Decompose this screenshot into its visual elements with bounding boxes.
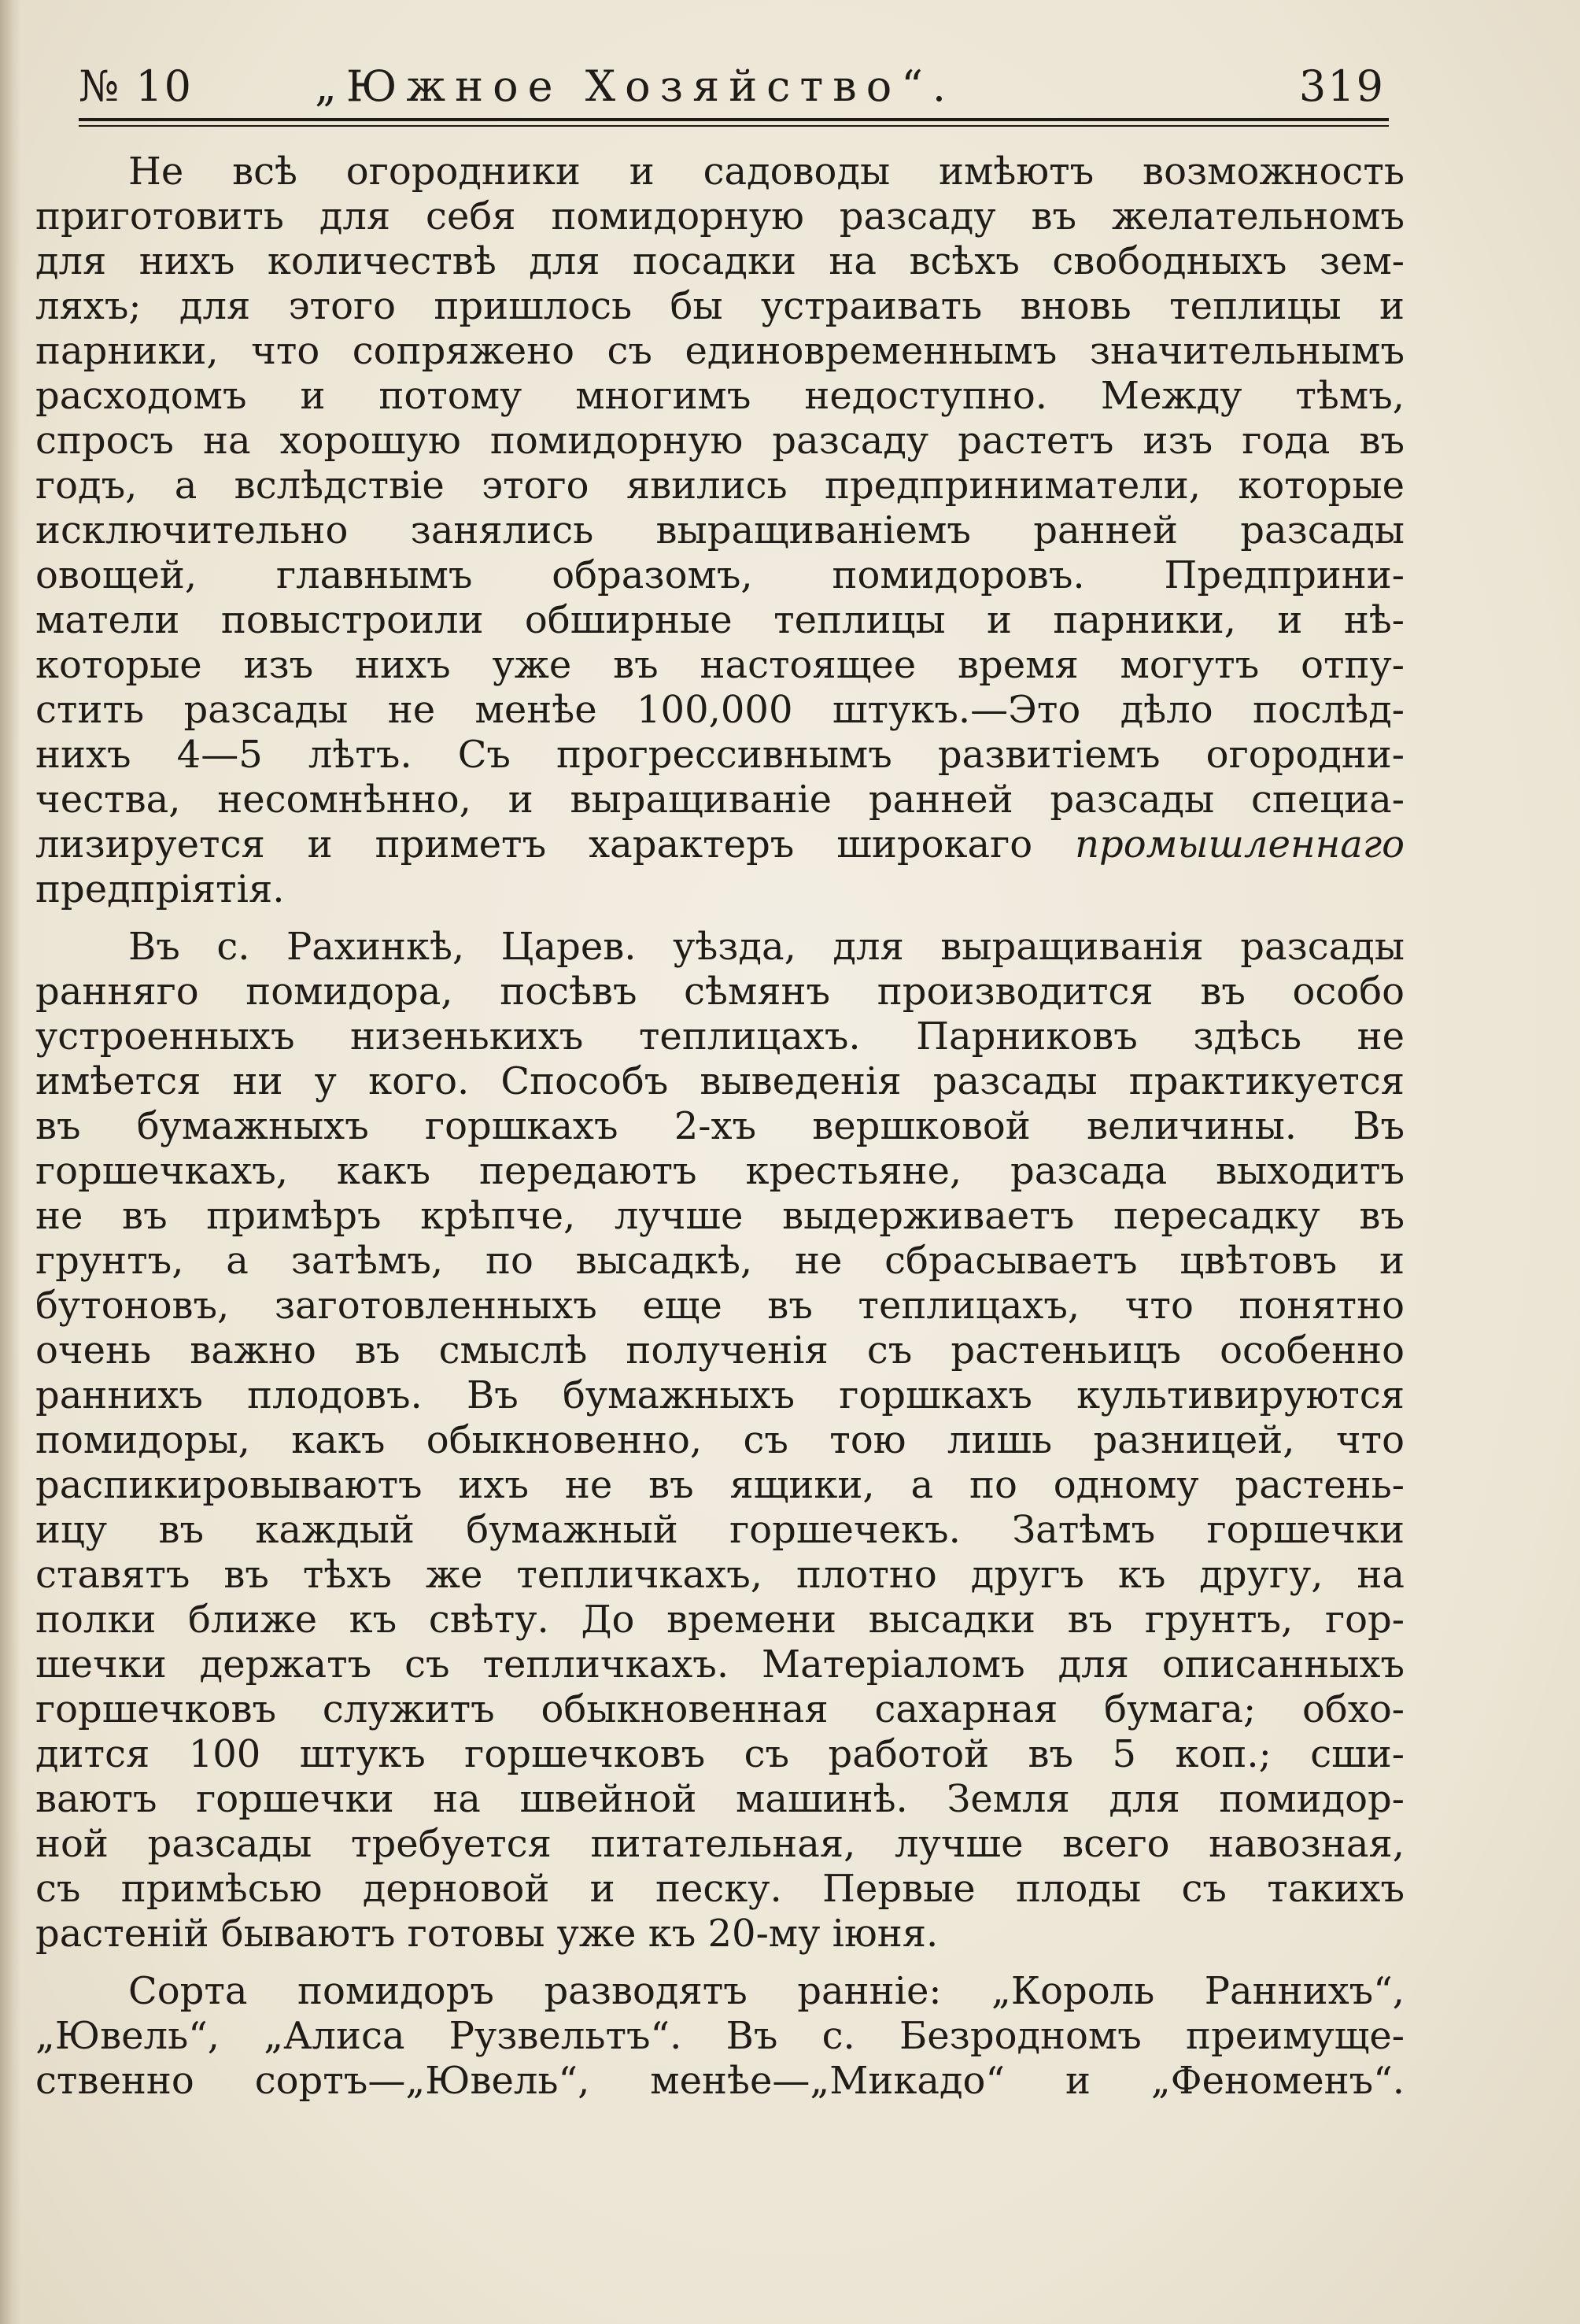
- text-line: стить разсады не менѣе 100,000 штукъ.—Это дѣло послѣд-: [35, 688, 1405, 732]
- text-line: горшечковъ служитъ обыкновенная сахарная бумага; обхо-: [35, 1687, 1405, 1731]
- text-line: приготовить для себя помидорную разсаду въ желательномъ: [35, 194, 1405, 238]
- text-line: не въ примѣръ крѣпче, лучше выдерживаетъ пересадку въ: [35, 1194, 1405, 1238]
- header-rule-thick: [79, 118, 1389, 121]
- page-number: 319: [1298, 61, 1385, 111]
- text-line: для нихъ количествѣ для посадки на всѣхъ свободныхъ зем-: [35, 239, 1405, 283]
- text-line: ранняго помидора, посѣвъ сѣмянъ производится въ особо: [35, 970, 1405, 1014]
- text-line: Сорта помидоръ разводятъ ранніе: „Король Раннихъ“,: [128, 1969, 1405, 2013]
- text-line: ставятъ въ тѣхъ же тепличкахъ, плотно другъ къ другу, на: [35, 1553, 1405, 1597]
- emphasized-word: промышленнаго: [1075, 822, 1405, 866]
- text-line: чества, несомнѣнно, и выращиваніе ранней разсады специа-: [35, 778, 1405, 822]
- text-line: овощей, главнымъ образомъ, помидоровъ. Предприни-: [35, 553, 1405, 597]
- page-spine-shadow: [0, 0, 20, 2324]
- text-line: матели повыстроили обширные теплицы и парники, и нѣ-: [35, 598, 1405, 642]
- text-line: очень важно въ смыслѣ полученія съ растеньицъ особенно: [35, 1328, 1405, 1373]
- journal-title: „Южное Хозяйство“.: [315, 61, 955, 111]
- text-line: ственно сортъ—„Ювель“, менѣе—„Микадо“ и „Феноменъ“.: [35, 2059, 1405, 2103]
- text-line: исключительно занялись выращиваніемъ ранней разсады: [35, 508, 1405, 552]
- paragraph-2: [35, 925, 1405, 1956]
- text-line: шечки держатъ съ тепличкахъ. Матеріаломъ для описанныхъ: [35, 1642, 1405, 1687]
- text-line: полки ближе къ свѣту. До времени высадки въ грунтъ, гор-: [35, 1598, 1405, 1642]
- text-line: предпріятія.: [35, 867, 285, 911]
- text-line: бутоновъ, заготовленныхъ еще въ теплицахъ, что понятно: [35, 1284, 1405, 1328]
- text-line: которые изъ нихъ уже въ настоящее время могутъ отпу-: [35, 643, 1405, 687]
- text-line: парники, что сопряжено съ единовременнымъ значительнымъ: [35, 329, 1405, 373]
- text-line-with-emphasis: [35, 822, 1405, 867]
- paragraph-1: [35, 150, 1405, 912]
- text-line: въ бумажныхъ горшкахъ 2-хъ вершковой величины. Въ: [35, 1104, 1405, 1148]
- text-line: ваютъ горшечки на швейной машинѣ. Земля для помидор-: [35, 1777, 1405, 1821]
- text-line: расходомъ и потому многимъ недоступно. Между тѣмъ,: [35, 374, 1405, 418]
- text-line: имѣется ни у кого. Способъ выведенія разсады практикуется: [35, 1059, 1405, 1103]
- text-line: Не всѣ огородники и садоводы имѣютъ возможность: [128, 150, 1405, 194]
- text-line: растеній бываютъ готовы уже къ 20-му іюня.: [35, 1912, 939, 1956]
- text-line: годъ, а вслѣдствіе этого явились предприниматели, которые: [35, 464, 1405, 508]
- text-line: нихъ 4—5 лѣтъ. Съ прогрессивнымъ развитіемъ огородни-: [35, 733, 1405, 777]
- header-rule-thin: [79, 125, 1389, 127]
- text-line: съ примѣсью дерновой и песку. Первые плоды съ такихъ: [35, 1867, 1405, 1911]
- paragraph-3: [35, 1969, 1405, 2104]
- text-line: грунтъ, а затѣмъ, по высадкѣ, не сбрасываетъ цвѣтовъ и: [35, 1239, 1405, 1283]
- running-header: [79, 61, 1385, 116]
- text-line: раннихъ плодовъ. Въ бумажныхъ горшкахъ культивируются: [35, 1373, 1405, 1417]
- article-body: [35, 150, 1405, 2104]
- text-line: устроенныхъ низенькихъ теплицахъ. Парниковъ здѣсь не: [35, 1014, 1405, 1059]
- text-line: ной разсады требуется питательная, лучше всего навозная,: [35, 1822, 1405, 1866]
- text-line: дится 100 штукъ горшечковъ съ работой въ 5 коп.; сши-: [35, 1732, 1405, 1776]
- text-line: Въ с. Рахинкѣ, Царев. уѣзда, для выращиванія разсады: [128, 925, 1405, 969]
- text-line: горшечкахъ, какъ передаютъ крестьяне, разсада выходитъ: [35, 1149, 1405, 1193]
- text-line: спросъ на хорошую помидорную разсаду растетъ изъ года въ: [35, 419, 1405, 463]
- text-line: распикировываютъ ихъ не въ ящики, а по одному растень-: [35, 1463, 1405, 1507]
- text-line: помидоры, какъ обыкновенно, съ тою лишь разницей, что: [35, 1418, 1405, 1462]
- text-line: ляхъ; для этого пришлось бы устраивать вновь теплицы и: [35, 284, 1405, 328]
- text-line: ицу въ каждый бумажный горшечекъ. Затѣмъ горшечки: [35, 1508, 1405, 1552]
- issue-number: № 10: [79, 61, 193, 111]
- text-run: лизируется и приметъ характеръ широкаго: [35, 822, 1076, 866]
- text-line: „Ювель“, „Алиса Рузвельтъ“. Въ с. Безродномъ преимуще-: [35, 2014, 1405, 2058]
